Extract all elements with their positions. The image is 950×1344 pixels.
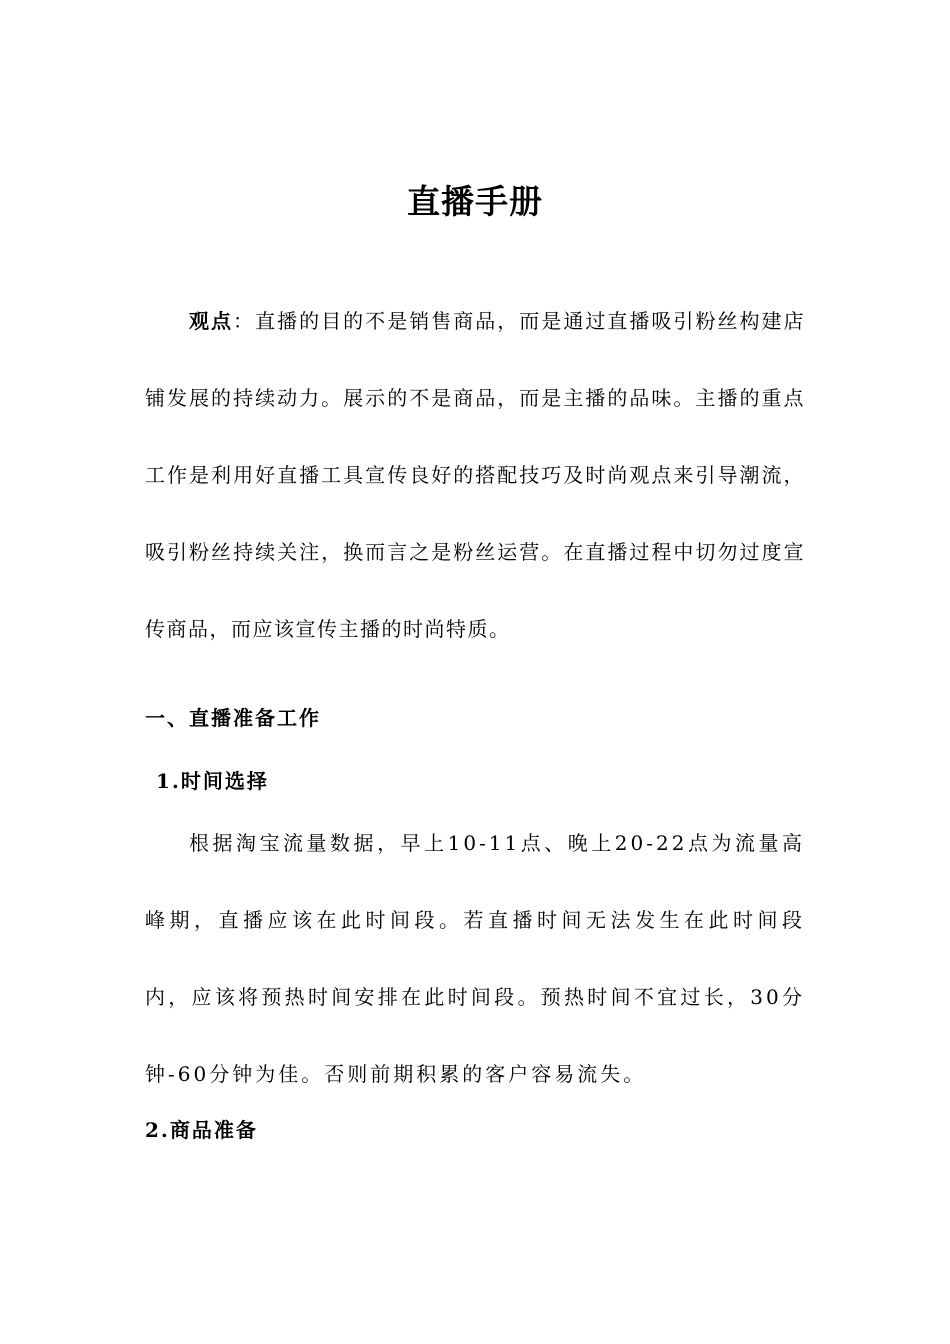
section-heading-preparation: 一、直播准备工作 [145,706,321,730]
intro-separator: ： [233,309,256,333]
subsection-heading-products: 2.商品准备 [145,1118,258,1142]
intro-lead: 观点 [189,309,234,333]
document-title: 直播手册 [407,182,543,222]
subsection-heading-time: 1.时间选择 [156,769,269,793]
time-selection-paragraph: 根据淘宝流量数据，早上10-11点、晚上20-22点为流量高峰期，直播应该在此时间段。若直播时间无法发生在此时间段内，应该将预热时间安排在此时间段。预热时间不宜过长，30分钟-60分钟为佳。否则前期积累的客户容易流失。 [145,831,805,1086]
intro-paragraph [145,283,805,668]
intro-text: 直播的目的不是销售商品，而是通过直播吸引粉丝构建店铺发展的持续动力。展示的不是商品，而是主播的品味。主播的重点工作是利用好直播工具宣传良好的搭配技巧及时尚观点来引导潮流，吸引粉丝持续关注，换而言之是粉丝运营。在直播过程中切勿过度宣传商品，而应该宣传主播的时尚特质。 [145,309,806,641]
